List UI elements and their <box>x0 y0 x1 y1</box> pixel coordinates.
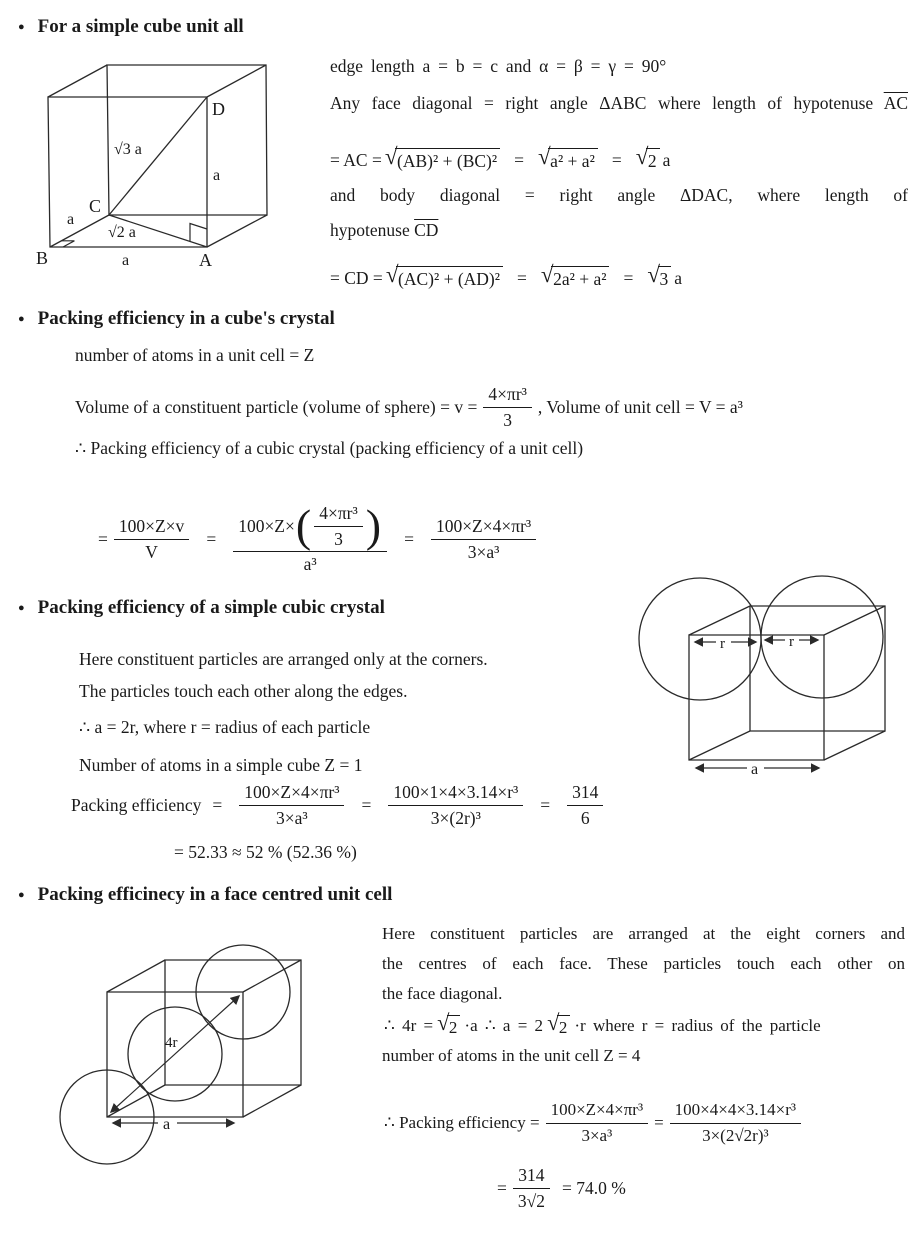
s1-line2 <box>330 93 908 114</box>
edge-label-bottom: a <box>122 252 130 269</box>
sqrt2-a: √ 2 <box>437 1015 460 1038</box>
right-angle-marker-a <box>190 224 207 242</box>
eq-ac-radical2: √ a² + a² <box>538 148 598 172</box>
bullet-icon: ● <box>18 312 25 325</box>
s4-line4 <box>382 1009 823 1040</box>
eq-ac-equals2: = <box>611 149 622 170</box>
s2-fraction1: $\frac{100\times Z\times v}{V}$ <box>114 515 189 564</box>
s3-eq-label: Packing efficiency <box>71 794 202 815</box>
s3-eq-equals1: = <box>361 794 372 815</box>
right-angle-marker-b <box>61 241 74 247</box>
s4-result-row <box>497 1158 626 1218</box>
eq-cd-lead: = CD = <box>330 267 383 288</box>
radius-label-left: r <box>720 636 725 652</box>
s4-line4-p3: ·r where r = radius of the particle <box>574 1016 821 1035</box>
s4-line3: the face diagonal. <box>382 984 503 1003</box>
simple-cube-diagram <box>30 52 320 284</box>
section2-heading-row <box>18 308 335 330</box>
s3-line1: Here constituent particles are arranged only at the corners. <box>79 649 488 669</box>
cube-back-face <box>107 65 267 215</box>
eq-cd-tail: a <box>674 267 683 288</box>
s4-line1: Here constituent particles are arranged at the eight corners and <box>382 924 905 943</box>
s3-eq-equals2: = <box>540 794 551 815</box>
bullet-icon: ● <box>18 601 25 614</box>
s1-line4-text: hypotenuse <box>330 220 410 240</box>
s1-line1: edge length a = b = c and α = β = γ = 90° <box>330 56 667 76</box>
vertex-label-b: B <box>36 248 49 268</box>
s1-line2-text: Any face diagonal = right angle ΔABC where length of hypotenuse <box>330 93 874 113</box>
s3-fraction3: $\frac{314}{6}$ <box>567 781 603 830</box>
s4-fraction1: $\frac{\text{100×Z×4×πr³}}{\text{3×a³}}$ <box>546 1099 649 1146</box>
s1-line3: and body diagonal = right angle ΔDAC, where length of <box>330 185 908 205</box>
s2-line1: number of atoms in a unit cell = Z <box>75 345 315 365</box>
corner-sphere-left <box>639 578 761 700</box>
cube-back-face <box>165 960 301 1085</box>
s2-eq-equals1: = <box>206 528 217 549</box>
s2-line2a: Volume of a constituent particle (volume of sphere) = v = <box>75 396 478 417</box>
eq-cd-radical3: √ 3 <box>647 266 671 290</box>
cube-connector-edges <box>107 960 301 1117</box>
eq-ac-equals1: = <box>514 149 524 170</box>
s4-line5: number of atoms in the unit cell Z = 4 <box>382 1046 641 1065</box>
simple-cubic-spheres-diagram <box>640 578 919 800</box>
eq-ac-radical1: √ (AB)² + (BC)² <box>385 148 500 172</box>
s3-fraction1: $\frac{\text{100×Z×4×πr³}}{\text{3×a³}}$ <box>239 781 344 830</box>
s2-eq-equals2: = <box>404 528 414 549</box>
eq-ac-tail: a <box>662 149 671 170</box>
cube-front-face <box>689 635 824 760</box>
sphere-volume-fraction: $\frac{\text{4×πr³}}{3}$ <box>483 383 532 432</box>
s4-packing-formula <box>384 1092 807 1154</box>
section4-heading: Packing efficinecy in a face centred unit cell <box>37 884 393 905</box>
s1-line4 <box>330 220 438 241</box>
eq-cd-radical1: √ (AC)² + (AD)² <box>386 266 503 290</box>
s3-line2: The particles touch each other along the edges. <box>79 681 408 701</box>
corner-sphere-right <box>761 576 883 698</box>
s4-result-equals: = <box>497 1177 507 1198</box>
s4-eq-equals1: = <box>654 1113 664 1132</box>
s2-line3: ∴ Packing efficiency of a cubic crystal (packing efficiency of a unit cell) <box>75 438 584 458</box>
eq-cd-radical2: √ 2a² + a² <box>541 266 610 290</box>
s4-result-fraction: $\frac{314}{3√2}$ <box>513 1164 550 1213</box>
section2-heading: Packing efficiency in a cube's crystal <box>37 308 335 329</box>
s2-f2-inner-fraction: $\frac{\text{4×πr³}}{3}$ <box>314 502 363 551</box>
bullet-icon: ● <box>18 20 25 33</box>
s2-line2b: , Volume of unit cell = V = a³ <box>537 396 743 417</box>
s3-result: = 52.33 ≈ 52 % (52.36 %) <box>174 842 357 862</box>
section3-heading-row <box>18 597 385 619</box>
s4-result-value: = 74.0 % <box>561 1177 626 1198</box>
eq-cd-equals2: = <box>623 267 634 288</box>
face-diagonal-arrow <box>111 996 239 1112</box>
vertex-label-a: A <box>199 250 212 270</box>
face-diagonal-label: √2 a <box>108 224 136 241</box>
section1-heading: For a simple cube unit all <box>37 16 244 37</box>
s2-volume-line <box>75 381 743 433</box>
edge-label-left: a <box>67 211 75 228</box>
s3-fraction2: $\frac{\text{100×1×4×3.14×r³}}{\text{3×(2r)³}}$ <box>388 781 523 830</box>
eq-ac-lead: = AC = <box>330 149 382 170</box>
s4-eq-label: ∴ Packing efficiency = <box>384 1113 540 1132</box>
s1-eq-body-diagonal <box>330 254 682 302</box>
s3-line3: ∴ a = 2r, where r = radius of each particle <box>79 717 371 737</box>
fcc-diagram <box>55 935 315 1175</box>
diagonal-label-4r: 4r <box>165 1035 178 1051</box>
section1-heading-row <box>18 16 244 38</box>
s2-fraction2-nested: 100×Z× ( $\frac{\text{4×πr³}}{3}$ ) a³ <box>233 502 387 576</box>
s4-line4-p1: ∴ 4r = <box>384 1016 434 1035</box>
section4-heading-row <box>18 884 392 906</box>
vertex-label-d: D <box>212 99 225 119</box>
eq-cd-equals1: = <box>517 267 527 288</box>
radius-label-right: r <box>789 634 794 650</box>
s1-line2-overline-ac: $\overline{AC}$ <box>883 93 908 113</box>
section3-heading: Packing efficiency of a simple cubic crystal <box>37 597 385 618</box>
edge-label-right: a <box>213 167 221 184</box>
s3-packing-formula <box>71 774 609 836</box>
s4-line2: the centres of each face. These particles touch each other on <box>382 954 905 973</box>
edge-label-a: a <box>751 761 759 778</box>
edge-label-a: a <box>163 1116 171 1133</box>
s1-line4-overline-cd: $\overline{CD}$ <box>414 220 439 240</box>
s3-line4: Number of atoms in a simple cube Z = 1 <box>79 755 363 775</box>
body-diagonal-label: √3 a <box>114 141 142 158</box>
s2-eq-equals0: = <box>98 528 108 549</box>
eq-ac-radical3: √ 2 <box>636 148 660 172</box>
s2-f2-prefix: 100×Z× <box>238 515 295 536</box>
bullet-icon: ● <box>18 888 25 901</box>
s3-eq-equals0: = <box>212 794 223 815</box>
s2-fraction3: $\frac{\text{100×Z×4×πr³}}{\text{3×a³}}$ <box>431 515 536 564</box>
sqrt2-r: √ 2 <box>547 1015 570 1038</box>
s4-fraction2: $\frac{\text{100×4×4×3.14×r³}}{\text{3×(2√2r)³}}$ <box>670 1099 801 1146</box>
s1-eq-face-diagonal <box>330 136 670 184</box>
s4-line4-p2: ·a ∴ a = 2 <box>464 1016 544 1035</box>
vertex-label-c: C <box>89 196 102 216</box>
cube-connector-edges <box>689 606 885 760</box>
s2-packing-formula <box>98 486 542 592</box>
